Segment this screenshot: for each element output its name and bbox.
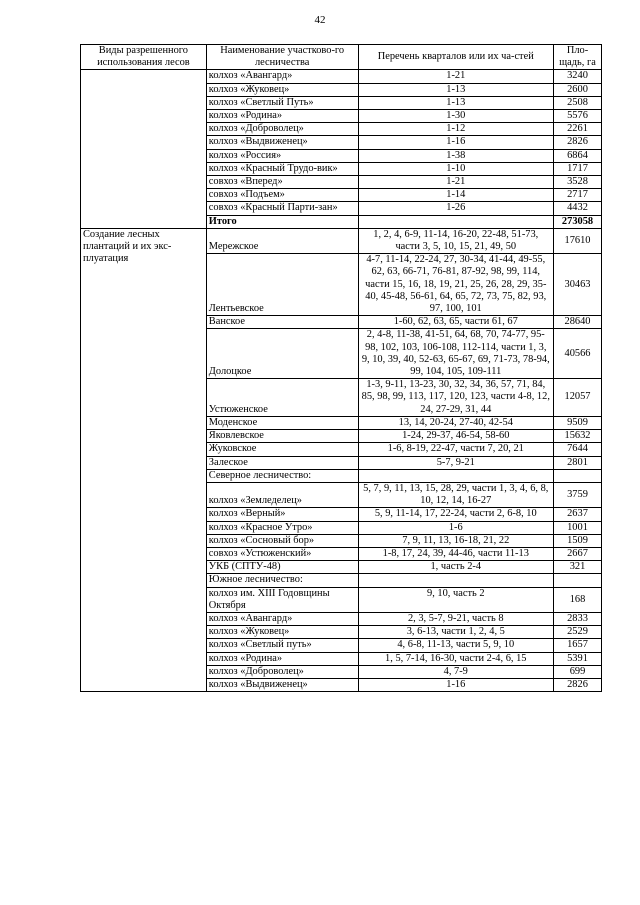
quarters-cell: 1-30	[358, 110, 553, 123]
forestry-name-cell: колхоз «Доброволец»	[206, 123, 358, 136]
forestry-name-cell: колхоз «Жуковец»	[206, 626, 358, 639]
quarters-cell: 1-6, 8-19, 22-47, части 7, 20, 21	[358, 443, 553, 456]
forestry-name-cell: Залеское	[206, 456, 358, 469]
forest-use-table	[80, 44, 602, 692]
page-number: 42	[314, 14, 326, 26]
quarters-cell: 2, 3, 5-7, 9-21, часть 8	[358, 612, 553, 625]
area-cell: 5391	[554, 652, 602, 665]
quarters-cell: 4-7, 11-14, 22-24, 27, 30-34, 41-44, 49-55, 62, 63, 66-71, 76-81, 87-92, 98, 99, 114, части 15, 16, 18, 19, 21, 25, 26, 28, 29, 35-40, 45-48, 56-61, 64, 65, 72, 73, 75, 82, 93, 97, 100, 101	[358, 254, 553, 316]
forestry-name-cell: колхоз «Светлый Путь»	[206, 96, 358, 109]
area-cell: 1001	[554, 521, 602, 534]
forestry-name-cell: Мережское	[206, 228, 358, 253]
quarters-cell: 2, 4-8, 11-38, 41-51, 64, 68, 70, 74-77, 95-98, 102, 103, 106-108, 112-114, части 1, 3, 9, 10, 39, 40, 52-63, 65-67, 69, 71-73, 78-94, 99, 104, 105, 109-111	[358, 329, 553, 379]
quarters-cell: 1, 5, 7-14, 16-30, части 2-4, 6, 15	[358, 652, 553, 665]
use-type-cell: Создание лесных плантаций и их экс-плуатация	[81, 228, 207, 691]
area-cell: 40566	[554, 329, 602, 379]
quarters-cell: 4, 7-9	[358, 665, 553, 678]
forestry-name-cell: совхоз «Устюженский»	[206, 547, 358, 560]
quarters-cell: 1-26	[358, 202, 553, 215]
quarters-cell	[358, 469, 553, 482]
quarters-cell: 4, 6-8, 11-13, части 5, 9, 10	[358, 639, 553, 652]
quarters-cell: 1-16	[358, 136, 553, 149]
forestry-name-cell: колхоз «Красное Утро»	[206, 521, 358, 534]
quarters-cell	[358, 215, 553, 228]
forestry-name-cell: колхоз «Авангард»	[206, 70, 358, 83]
table-row	[81, 70, 602, 83]
area-cell: 2826	[554, 136, 602, 149]
forestry-name-cell: Лентьевское	[206, 254, 358, 316]
area-cell: 3759	[554, 482, 602, 507]
forestry-name-cell: колхоз «Светлый путь»	[206, 639, 358, 652]
area-cell: 2508	[554, 96, 602, 109]
forestry-name-cell: колхоз «Родина»	[206, 652, 358, 665]
forestry-name-cell: Моденское	[206, 416, 358, 429]
forestry-name-cell: колхоз «Доброволец»	[206, 665, 358, 678]
area-cell: 2261	[554, 123, 602, 136]
forestry-name-cell: колхоз «Земледелец»	[206, 482, 358, 507]
forestry-name-cell: колхоз «Россия»	[206, 149, 358, 162]
quarters-cell: 1-13	[358, 96, 553, 109]
header-use: Виды разрешенного использования лесов	[81, 45, 207, 70]
area-cell: 2801	[554, 456, 602, 469]
forestry-name-cell: совхоз «Подъем»	[206, 189, 358, 202]
quarters-cell: 1-8, 17, 24, 39, 44-46, части 11-13	[358, 547, 553, 560]
area-cell: 2717	[554, 189, 602, 202]
forestry-name-cell: колхоз «Родина»	[206, 110, 358, 123]
forestry-name-cell: Южное лесничество:	[206, 574, 358, 587]
area-cell: 699	[554, 665, 602, 678]
quarters-cell: 5, 9, 11-14, 17, 22-24, части 2, 6-8, 10	[358, 508, 553, 521]
area-cell: 30463	[554, 254, 602, 316]
quarters-cell: 3, 6-13, части 1, 2, 4, 5	[358, 626, 553, 639]
forestry-name-cell: Жуковское	[206, 443, 358, 456]
quarters-cell: 1, 2, 4, 6-9, 11-14, 16-20, 22-48, 51-73, части 3, 5, 10, 15, 21, 49, 50	[358, 228, 553, 253]
quarters-cell: 9, 10, часть 2	[358, 587, 553, 612]
quarters-cell: 13, 14, 20-24, 27-40, 42-54	[358, 416, 553, 429]
table-body	[81, 70, 602, 692]
header-forestry-name: Наименование участково-го лесничества	[206, 45, 358, 70]
forestry-name-cell: колхоз «Жуковец»	[206, 83, 358, 96]
area-cell: 7644	[554, 443, 602, 456]
forestry-name-cell: колхоз им. XIII Годовщины Октября	[206, 587, 358, 612]
area-cell: 4432	[554, 202, 602, 215]
area-cell: 1717	[554, 162, 602, 175]
table-row	[81, 228, 602, 253]
table-header-row	[81, 45, 602, 70]
forestry-name-cell: Яковлевское	[206, 430, 358, 443]
forestry-name-cell: колхоз «Красный Трудо-вик»	[206, 162, 358, 175]
area-cell: 168	[554, 587, 602, 612]
quarters-cell: 1-12	[358, 123, 553, 136]
forestry-name-cell: колхоз «Верный»	[206, 508, 358, 521]
quarters-cell: 1-24, 29-37, 46-54, 58-60	[358, 430, 553, 443]
header-quarters: Перечень кварталов или их ча-стей	[358, 45, 553, 70]
forestry-name-cell: колхоз «Сосновый бор»	[206, 534, 358, 547]
forestry-name-cell: колхоз «Выдвиженец»	[206, 136, 358, 149]
forestry-name-cell: колхоз «Выдвиженец»	[206, 678, 358, 691]
quarters-cell: 1-60, 62, 63, 65, части 61, 67	[358, 316, 553, 329]
area-cell	[554, 574, 602, 587]
quarters-cell: 5, 7, 9, 11, 13, 15, 28, 29, части 1, 3, 4, 6, 8, 10, 12, 14, 16-27	[358, 482, 553, 507]
forestry-name-cell: Ванское	[206, 316, 358, 329]
area-cell: 28640	[554, 316, 602, 329]
area-cell: 3528	[554, 176, 602, 189]
forestry-name-cell: Итого	[206, 215, 358, 228]
area-cell: 2826	[554, 678, 602, 691]
quarters-cell: 1-3, 9-11, 13-23, 30, 32, 34, 36, 57, 71, 84, 85, 98, 99, 113, 117, 120, 123, части 4-8, 12, 24, 27-29, 31, 44	[358, 379, 553, 417]
area-cell: 12057	[554, 379, 602, 417]
forestry-name-cell: Устюженское	[206, 379, 358, 417]
quarters-cell: 1-10	[358, 162, 553, 175]
forestry-name-cell: колхоз «Авангард»	[206, 612, 358, 625]
area-cell: 9509	[554, 416, 602, 429]
quarters-cell: 1-21	[358, 176, 553, 189]
header-area: Пло-щадь, га	[554, 45, 602, 70]
area-cell: 321	[554, 561, 602, 574]
area-cell: 3240	[554, 70, 602, 83]
area-cell: 17610	[554, 228, 602, 253]
area-cell: 1657	[554, 639, 602, 652]
forestry-name-cell: совхоз «Красный Парти-зан»	[206, 202, 358, 215]
area-cell	[554, 469, 602, 482]
quarters-cell: 1-21	[358, 70, 553, 83]
quarters-cell: 7, 9, 11, 13, 16-18, 21, 22	[358, 534, 553, 547]
forestry-name-cell: УКБ (СПТУ-48)	[206, 561, 358, 574]
area-cell: 2637	[554, 508, 602, 521]
quarters-cell: 1-38	[358, 149, 553, 162]
quarters-cell: 1-14	[358, 189, 553, 202]
quarters-cell: 1-16	[358, 678, 553, 691]
area-cell: 2600	[554, 83, 602, 96]
quarters-cell: 1-13	[358, 83, 553, 96]
use-type-cell	[81, 70, 207, 228]
area-cell: 6864	[554, 149, 602, 162]
area-cell: 15632	[554, 430, 602, 443]
area-cell: 5576	[554, 110, 602, 123]
forestry-name-cell: Северное лесничество:	[206, 469, 358, 482]
forestry-name-cell: совхоз «Вперед»	[206, 176, 358, 189]
forestry-name-cell: Долоцкое	[206, 329, 358, 379]
area-cell: 2667	[554, 547, 602, 560]
quarters-cell: 1-6	[358, 521, 553, 534]
quarters-cell	[358, 574, 553, 587]
area-cell: 1509	[554, 534, 602, 547]
area-cell: 2833	[554, 612, 602, 625]
area-cell: 273058	[554, 215, 602, 228]
quarters-cell: 1, часть 2-4	[358, 561, 553, 574]
quarters-cell: 5-7, 9-21	[358, 456, 553, 469]
area-cell: 2529	[554, 626, 602, 639]
